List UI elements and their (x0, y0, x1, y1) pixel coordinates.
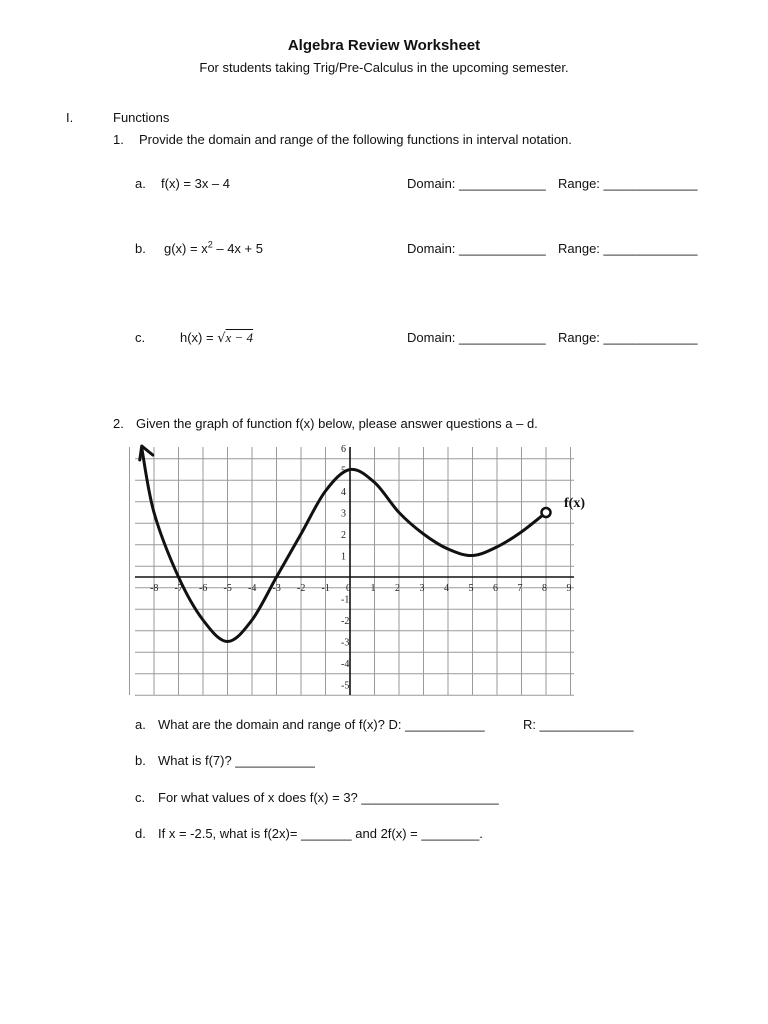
graph-grid (130, 447, 575, 695)
q2-number: 2. (113, 416, 124, 431)
q1a-domain-blank: Domain: ____________ (407, 176, 546, 191)
q1c-range-blank: Range: _____________ (558, 330, 698, 345)
q1b-range-blank: Range: _____________ (558, 241, 698, 256)
y-tick-label: 1 (341, 551, 346, 563)
x-tick-label: -6 (199, 583, 208, 594)
graph-axes (135, 447, 574, 695)
y-tick-label: 2 (341, 530, 346, 541)
x-tick-label: 3 (419, 583, 425, 594)
section-numeral: I. (66, 110, 74, 125)
x-tick-label: 4 (444, 583, 449, 594)
q1a-expression: f(x) = 3x – 4 (161, 176, 230, 191)
x-tick-label: 7 (517, 583, 523, 594)
q2a-text: What are the domain and range of f(x)? D: ___________ (158, 717, 485, 732)
x-tick-label: 9 (566, 583, 572, 594)
y-tick-label: -4 (341, 659, 350, 670)
worksheet-subtitle: For students taking Trig/Pre-Calculus in the upcoming semester. (199, 60, 569, 75)
q2b-text: What is f(7)? ___________ (158, 753, 315, 768)
q1-number: 1. (113, 132, 124, 147)
y-tick-label: 5 (341, 465, 346, 477)
y-tick-label: -3 (341, 637, 350, 649)
x-tick-label: -7 (174, 583, 183, 594)
x-tick-label: 5 (468, 583, 474, 594)
q2-prompt: Given the graph of function f(x) below, please answer questions a – d. (136, 416, 538, 431)
x-tick-label: 1 (370, 583, 376, 594)
y-tick-label: 6 (341, 444, 346, 455)
q1a-range-blank: Range: _____________ (558, 176, 698, 191)
x-tick-label: 2 (395, 583, 400, 594)
x-tick-label: -8 (150, 583, 159, 594)
graph-tick-labels (150, 444, 572, 692)
x-tick-label: -3 (272, 583, 281, 594)
q1c-letter: c. (135, 330, 146, 345)
q2d-letter: d. (135, 826, 146, 841)
curve-arrowhead (140, 446, 153, 460)
section-heading: Functions (113, 110, 170, 125)
q1b-letter: b. (135, 241, 146, 256)
q1b-expression: $g(x) = x^2 - 4x + 5$ (164, 239, 263, 256)
x-tick-label: 6 (493, 583, 498, 594)
x-tick-label: 8 (542, 583, 547, 594)
q2a-range-blank: R: _____________ (523, 717, 634, 732)
x-tick-label: -4 (248, 583, 257, 594)
q2b-letter: b. (135, 753, 146, 768)
q2d-text: If x = -2.5, what is f(2x)= _______ and 2f(x) = ________. (158, 826, 483, 841)
q2c-letter: c. (135, 790, 146, 805)
y-tick-label: -2 (341, 616, 350, 627)
q1c-domain-blank: Domain: ____________ (407, 330, 546, 345)
q1b-domain-blank: Domain: ____________ (407, 241, 546, 256)
y-tick-label: 3 (341, 508, 346, 520)
y-tick-label: -5 (341, 680, 350, 692)
curve-endpoint-open-circle (542, 508, 551, 517)
q2c-text: For what values of x does f(x) = 3? ___________________ (158, 790, 499, 805)
x-tick-label: -5 (223, 583, 232, 594)
x-tick-label: -1 (321, 583, 330, 594)
series-label: f(x) (564, 496, 585, 511)
x-tick-label: -2 (297, 583, 306, 594)
y-tick-label: -1 (341, 594, 350, 606)
worksheet-title: Algebra Review Worksheet (287, 37, 481, 54)
q1-prompt: Provide the domain and range of the following functions in interval notation. (139, 132, 572, 147)
q1a-letter: a. (135, 176, 146, 191)
y-tick-label: 4 (341, 487, 346, 498)
x-tick-label: 0 (346, 583, 351, 594)
q1c-expression: h(x) = √x − 4 (180, 330, 254, 346)
q2a-letter: a. (135, 717, 146, 732)
